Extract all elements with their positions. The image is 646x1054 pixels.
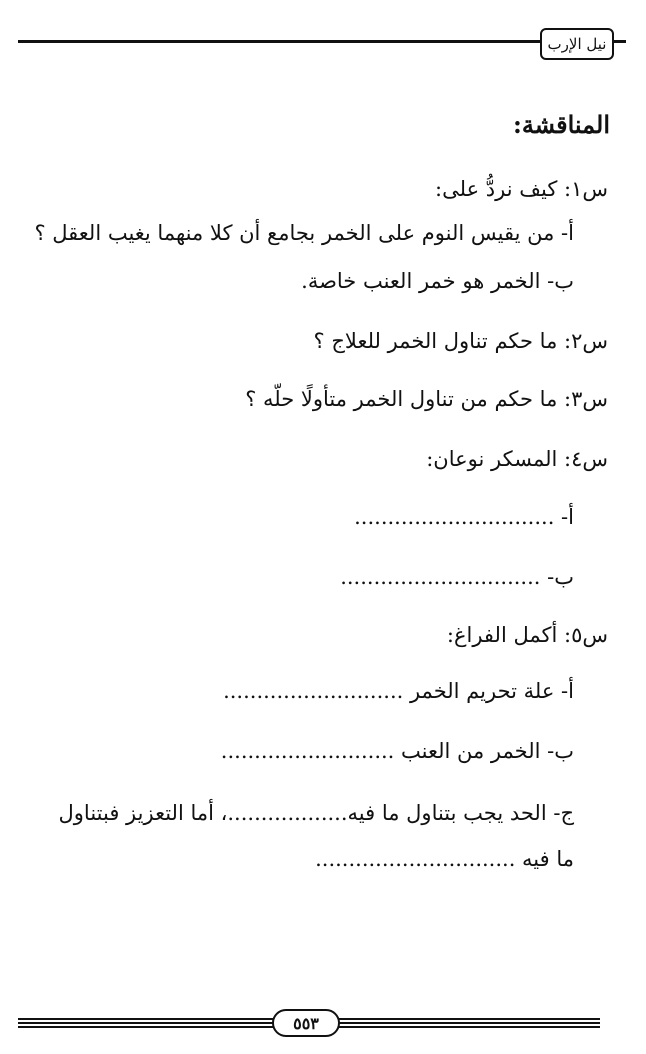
header-tick (612, 40, 626, 43)
question-4: س٤: المسكر نوعان: (426, 447, 608, 471)
question-5-item-a: أ- علة تحريم الخمر ........................... (223, 679, 574, 703)
question-5-item-c: ج- الحد يجب بتناول ما فيه..................، أما التعزيز فبتناول (58, 801, 574, 825)
running-title: نيل الإرب (540, 28, 614, 60)
question-1: س١: كيف نردُّ على: (435, 177, 608, 201)
header-rule (18, 40, 540, 43)
question-2: س٢: ما حكم تناول الخمر للعلاج ؟ (313, 329, 608, 353)
question-1-item-a: أ- من يقيس النوم على الخمر بجامع أن كلا منهما يغيب العقل ؟ (34, 221, 574, 245)
question-3: س٣: ما حكم من تناول الخمر متأولًا حلّه ؟ (245, 387, 608, 411)
question-4-item-a: أ- .............................. (354, 505, 574, 529)
page-number: ٥٥٣ (272, 1009, 340, 1037)
question-5-item-c-continued: ما فيه .............................. (315, 847, 574, 871)
question-1-item-b: ب- الخمر هو خمر العنب خاصة. (301, 269, 574, 293)
question-5-item-b: ب- الخمر من العنب .......................... (220, 739, 574, 763)
question-4-item-b: ب- .............................. (340, 565, 574, 589)
section-heading: المناقشة: (512, 110, 610, 139)
question-5: س٥: أكمل الفراغ: (446, 623, 608, 647)
